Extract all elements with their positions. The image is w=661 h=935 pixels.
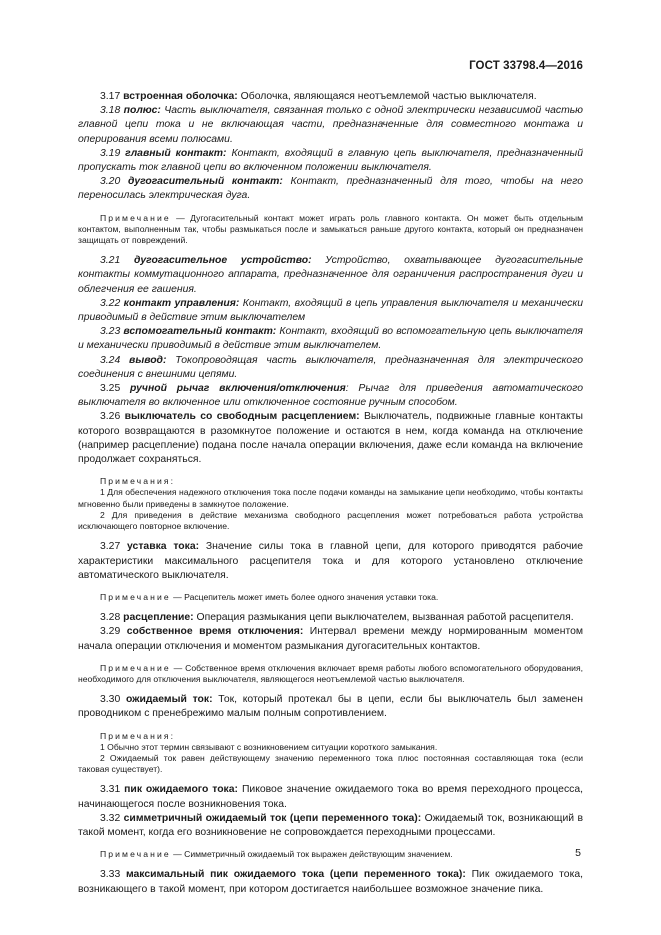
definition-3-27: 3.27 уставка тока: Значение силы тока в главной цепи, для которого приводятся рабочие характеристики максимального расцепителя тока и для которого установлено отключение автоматического выключателя. [78,541,583,581]
definition-3-23: 3.23 вспомогательный контакт: Контакт, входящий во вспомогательную цепь выключателя и механически приводимый в действие этим выключателем. [78,326,583,352]
note-item: 1 Для обеспечения надежного отключения тока после подачи команды на замыкание цепи необходимо, чтобы контакты мгновенно были приведены в замкнутое положение. [78,487,583,509]
definition-3-25: 3.25 ручной рычаг включения/отключения: Рычаг для приведения автоматического выключателя во включенное или отключенное состояние ручным способом. [78,383,583,409]
definition-3-31: 3.31 пик ожидаемого тока: Пиковое значение ожидаемого тока во время переходного процесса, начинающегося после возникновения тока. [78,784,584,810]
definition-3-29: 3.29 собственное время отключения: Интервал времени между нормированным моментом начала операции отключения и моментом размыкания дугогасительных контактов. [78,626,584,652]
note-item: 2 Ожидаемый ток равен действующему значению переменного тока плюс постоянная составляющая тока (если таковая существует). [78,752,583,775]
note-3-29 [78,663,583,685]
note-label: Примечание [100,212,171,223]
note-3-32 [78,849,583,860]
page-number: 5 [575,847,581,859]
note-text: — Расцепитель может иметь более одного значения уставки тока. [173,591,439,602]
standard-number-header: ГОСТ 33798.4—2016 [469,60,583,72]
definition-3-20: 3.20 дугогасительный контакт: Контакт, предназначенный для того, чтобы на него переносилась электрическая дуга. [78,176,584,202]
definition-3-28: 3.28 расцепление: Операция размыкания цепи выключателем, вызванная работой расцепителя. [100,612,574,624]
notes-3-26 [78,476,583,532]
definition-3-18: 3.18 полюс: Часть выключателя, связанная только с одной электрически независимой частью главной цепи тока и не включающая части, предназначенные для совместного монтажа и оперирования всеми полюсами. [78,105,583,145]
note-label: Примечание [100,662,171,673]
note-text: — Симметричный ожидаемый ток выражен действующим значением. [173,849,453,860]
document-body [78,90,583,897]
note-item: 2 Для приведения в действие механизма свободного расцепления может потребоваться работа устройства исключающего повторное включение. [78,509,583,532]
notes-label: Примечания: [100,730,176,741]
note-label: Примечание [100,591,171,602]
notes-label: Примечания: [100,476,176,487]
note-3-27 [78,592,583,603]
definition-3-19: 3.19 главный контакт: Контакт, входящий в главную цепь выключателя, предназначенный пропускать ток главной цепи во включенном положении выключателя. [78,147,583,174]
definition-3-26: 3.26 выключатель со свободным расцеплением: Выключатель, подвижные главные контакты которого возвращаются в разомкнутое положение и остаются в нем, когда команда на отключение (например расцепление) подана после начала операции включения, даже если команда на включение продолжает сохраняться. [78,411,583,466]
definition-3-30: 3.30 ожидаемый ток: Ток, который протекал бы в цепи, если бы выключатель был заменен проводником с пренебрежимо малым полным сопротивлением. [78,694,583,720]
definition-3-17: 3.17 встроенная оболочка: Оболочка, являющаяся неотъемлемой частью выключателя. [100,91,537,102]
note-item: 1 Обычно этот термин связывают с возникновением ситуации короткого замыкания. [100,741,438,752]
note-3-20 [78,213,583,247]
definition-3-24: 3.24 вывод: Токопроводящая часть выключателя, предназначенная для электрического соединения с внешними цепями. [78,354,584,380]
definition-3-33: 3.33 максимальный пик ожидаемого тока (цепи переменного тока): Пик ожидаемого тока, возникающего в такой момент, при котором достигается наибольшее возможное значение пика. [78,869,584,895]
definition-3-21: 3.21 дугогасительное устройство: Устройство, охватывающее дугогасительные контакты коммутационного аппарата, предназначенное для ограничения распространения дуги и облегчения ее гашения. [78,255,584,295]
note-text: — Дугогасительный контакт может играть роль главного контакта. Он может быть отдельным контактом, выполненным так, чтобы размыкаться после и замыкаться раньше другого контакта, который он предназначен защищать от повреждений. [78,212,584,246]
definition-3-22: 3.22 контакт управления: Контакт, входящий в цепь управления выключателя и механически приводимый в действие этим выключателем [78,297,584,324]
notes-3-30 [78,731,583,776]
note-text: — Собственное время отключения включает время работы любого вспомогательного оборудования, необходимого для отключения выключателя, являющегося неотъемлемой частью выключателя. [78,662,584,684]
definition-3-32: 3.32 симметричный ожидаемый ток (цепи переменного тока): Ожидаемый ток, возникающий в такой момент, когда его возникновение не сопровождается переходными процессами. [78,812,583,838]
note-label: Примечание [100,849,171,860]
